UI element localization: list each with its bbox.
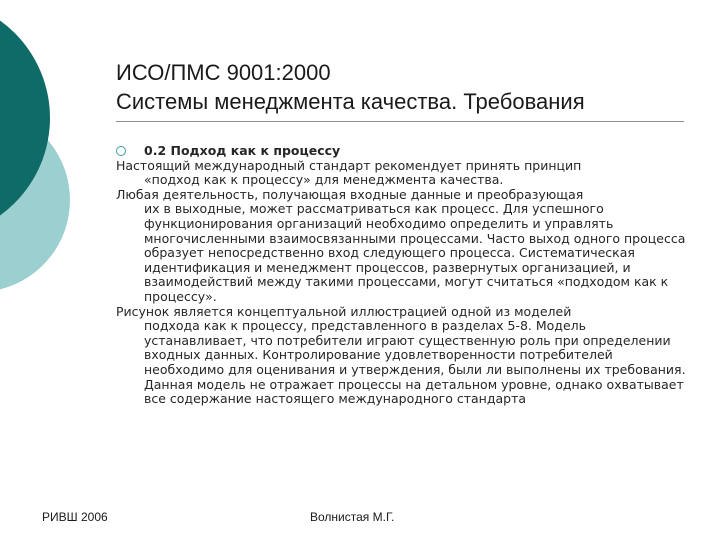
paragraph-2-continuation: их в выходные, может рассматриваться как процесс. Для успешного функционирования организаций необходимо определить и управлять многочисленными взаимосвязанными процессами. Часто выход одного процесса образует непосредственно вход следующего процесса. Систематическая идентификация и менеджмент процессов, развернутых организацией, и взаимодействий между такими процессами, могут считаться «подходом как к процессу».	[144, 201, 686, 304]
slide-body	[116, 144, 686, 407]
paragraph-2-first-line: Любая деятельность, получающая входные данные и преобразующая	[116, 186, 584, 202]
footer-organization: РИВШ 2006	[42, 510, 108, 524]
paragraph-1-continuation: «подход как к процессу» для менеджмента качества.	[144, 172, 504, 188]
paragraph-3-continuation: подхода как к процессу, представленного в разделах 5-8. Модель устанавливает, что потребители играют существенную роль при определении входных данных. Контролирование удовлетворенности потребителей необходимо для оценивания и утверждения, были ли выполнены их требования. Данная модель не отражает процессы на детальном уровне, однако охватывает все содержание настоящего международного стандарта	[144, 318, 686, 407]
slide-title	[116, 58, 696, 116]
paragraph-3-first-line: Рисунок является концептуальной иллюстрацией одной из моделей	[116, 303, 572, 319]
paragraph-2	[116, 188, 686, 305]
section-heading	[116, 144, 686, 159]
title-line-1: ИСО/ПМС 9001:2000	[116, 60, 331, 85]
footer-author: Волнистая М.Г.	[310, 510, 395, 524]
decorative-circles	[0, 0, 120, 300]
title-line-2: Системы менеджмента качества. Требования	[116, 89, 585, 114]
title-divider	[116, 121, 684, 122]
paragraph-3	[116, 305, 686, 407]
paragraph-1	[116, 159, 686, 188]
section-heading-text: 0.2 Подход как к процессу	[144, 143, 341, 158]
ring-bullet-icon	[116, 146, 126, 156]
paragraph-1-first-line: Настоящий международный стандарт рекомендует принять принцип	[116, 157, 582, 173]
